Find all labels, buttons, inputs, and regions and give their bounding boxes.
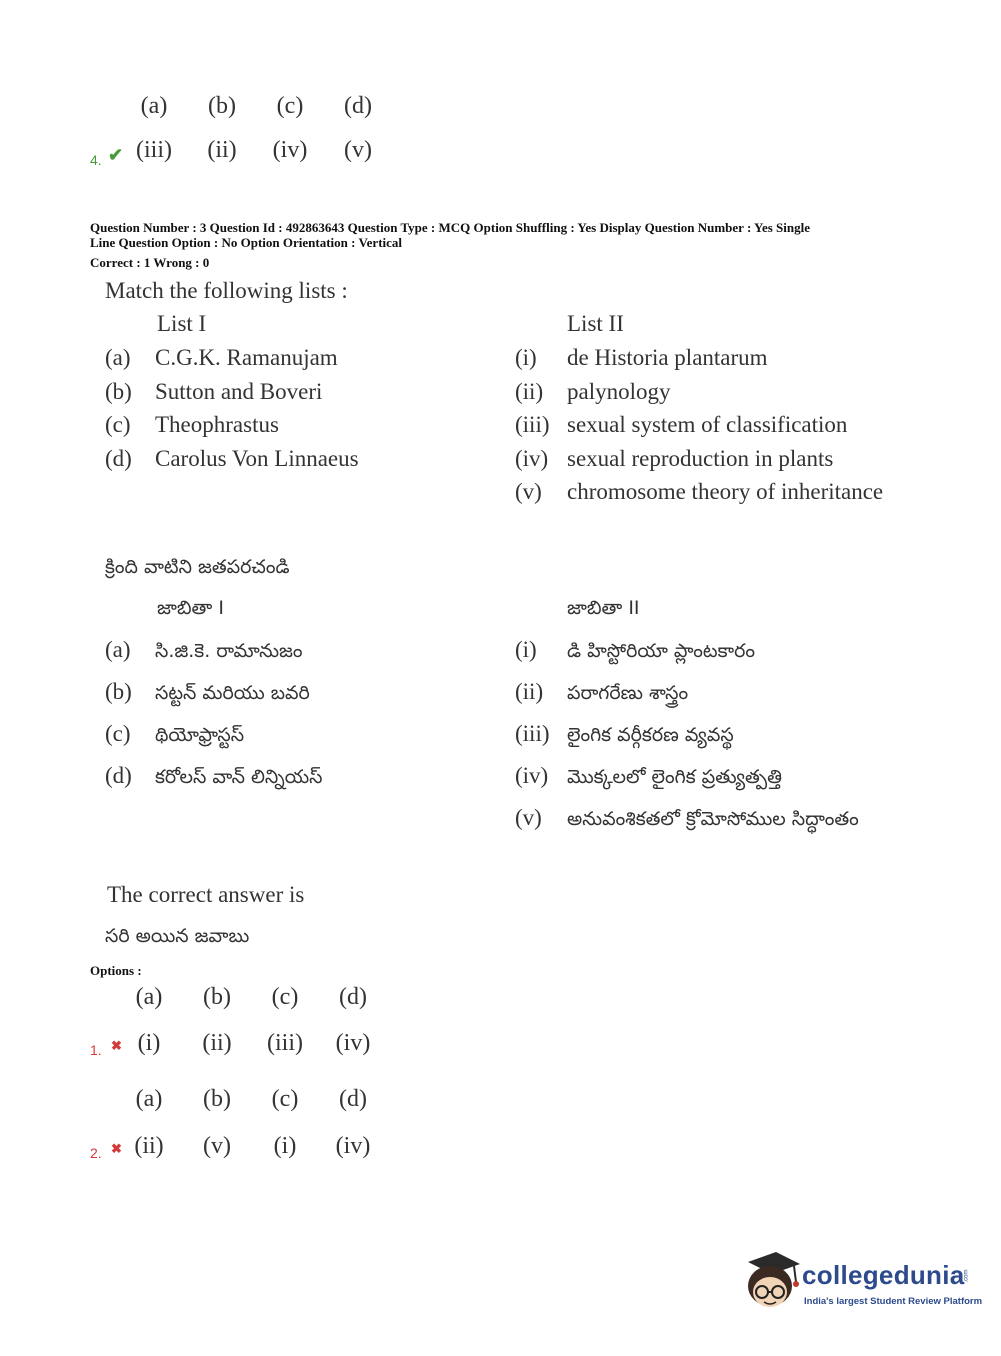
option-1-headers [115,984,387,1011]
option-value: (iv) [272,137,308,163]
list2-title-english: List II [567,311,624,336]
option-value: (v) [344,137,372,163]
option-2-headers [115,1086,387,1113]
list2-item-label: (v) [515,805,542,830]
option-header: (c) [276,93,304,119]
prev-option-headers [120,93,392,120]
option-header: (d) [344,93,372,119]
option-header: (b) [208,93,236,119]
cross-icon: ✖ [111,1038,122,1053]
option-value: (ii) [202,1030,232,1056]
list1-item-text: సి.జి.కె. రామానుజం [155,640,303,662]
list2-item-label: (ii) [515,379,544,404]
list2-item-telugu [515,763,782,793]
list2-item-text: palynology [567,379,671,404]
list2-item [515,479,883,505]
list1-item-text: Carolus Von Linnaeus [155,446,359,471]
list2-item-text: chromosome theory of inheritance [567,479,884,504]
list1-item-label: (d) [105,446,132,471]
option-header: (a) [135,984,163,1010]
question-meta-score: Correct : 1 Wrong : 0 [90,255,210,270]
option-value: (iv) [335,1133,371,1159]
list1-title-english: List I [157,311,207,336]
option-header: (d) [339,1086,367,1112]
option-value: (iv) [335,1030,371,1056]
list1-item-label: (d) [105,763,132,788]
logo-tagline: India's largest Student Review Platform [804,1296,983,1307]
list2-item-label: (i) [515,637,537,662]
list1-item [105,412,279,438]
option-number: 4. [90,152,102,168]
question-meta-line2: Line Question Option : No Option Orientation : Vertical [90,235,403,250]
list2-item-text: అనువంశికతలో క్రోమోసోముల సిద్ధాంతం [567,808,859,830]
option-value: (iii) [136,137,172,163]
option-number: 1. [90,1042,102,1058]
list2-item-label: (iv) [515,446,549,471]
list1-item-telugu [105,721,244,751]
list2-item-text: పరాగరేణు శాస్త్రం [567,682,689,704]
answer-prompt-telugu: సరి అయిన జవాబు [105,925,250,947]
list2-item-telugu [515,805,859,835]
option-header: (c) [271,984,299,1010]
list1-item-telugu [105,679,310,709]
list2-item-telugu [515,679,688,709]
list2-item-text: sexual system of classification [567,412,848,437]
list2-item-text: లైంగిక వర్గీకరణ వ్యవస్థ [567,724,734,746]
list1-item-label: (c) [105,412,131,437]
list2-item [515,379,671,405]
list1-item-label: (c) [105,721,131,746]
option-header: (b) [203,1086,231,1112]
list1-item-label: (b) [105,379,132,404]
list1-item-text: థియోఫ్రాస్టస్ [155,724,245,746]
list1-item-text: C.G.K. Ramanujam [155,345,338,370]
logo-suffix: .com [963,1269,970,1283]
list2-item-label: (v) [515,479,542,504]
list2-item-text: sexual reproduction in plants [567,446,834,471]
list2-item-label: (iii) [515,721,550,746]
cross-icon: ✖ [111,1141,122,1156]
question-meta-line1: Question Number : 3 Question Id : 492863643 Question Type : MCQ Option Shuffling : Yes Display Question Number : Yes Single [90,220,811,235]
list1-item-label: (a) [105,637,131,662]
mascot-icon [742,1248,802,1314]
list1-item-text: సట్టన్ మరియు బవరి [155,682,310,704]
option-1-values[interactable] [115,1030,387,1057]
list2-title-telugu: జాబితా II [567,597,640,619]
option-header: (a) [135,1086,163,1112]
list1-item-text: కరోలస్ వాన్ లిన్నియస్ [155,766,323,788]
list1-item-telugu [105,637,303,667]
prev-option-values [120,137,392,164]
option-value: (i) [137,1030,161,1056]
list1-item [105,446,359,472]
option-header: (c) [271,1086,299,1112]
option-value: (i) [273,1133,297,1159]
option-value: (ii) [207,137,237,163]
list2-item [515,412,847,438]
check-icon: ✔ [108,145,124,165]
list2-item-label: (ii) [515,679,544,704]
list1-item [105,345,338,371]
option-number: 2. [90,1145,102,1161]
logo-name: collegedunia [802,1260,965,1290]
option-value: (iii) [267,1030,303,1056]
answer-prompt-english: The correct answer is [107,882,305,907]
list1-item-label: (b) [105,679,132,704]
list2-item-label: (iv) [515,763,549,788]
collegedunia-logo [742,1248,983,1318]
option-2-values[interactable] [115,1133,387,1160]
list2-item [515,446,833,472]
list1-item-text: Theophrastus [155,412,279,437]
list1-item-label: (a) [105,345,131,370]
list1-item [105,379,322,405]
list2-item [515,345,768,371]
question-instruction-telugu: క్రింది వాటిని జతపరచండి [105,556,290,578]
option-header: (a) [140,93,168,119]
option-header: (d) [339,984,367,1010]
list2-item-telugu [515,721,734,751]
list2-item-telugu [515,637,755,667]
list1-title-telugu: జాబితా I [157,597,224,619]
option-value: (ii) [134,1133,164,1159]
list2-item-label: (i) [515,345,537,370]
list2-item-text: de Historia plantarum [567,345,768,370]
option-value: (v) [203,1133,231,1159]
list1-item-text: Sutton and Boveri [155,379,323,404]
list1-item-telugu [105,763,322,793]
list2-item-text: డి హిస్టోరియా ప్లాంటకారం [567,640,755,662]
question-instruction-english: Match the following lists : [105,278,348,303]
list2-item-text: మొక్కలలో లైంగిక ప్రత్యుత్పత్తి [567,766,782,788]
list2-item-label: (iii) [515,412,550,437]
option-header: (b) [203,984,231,1010]
options-label: Options : [90,963,142,978]
